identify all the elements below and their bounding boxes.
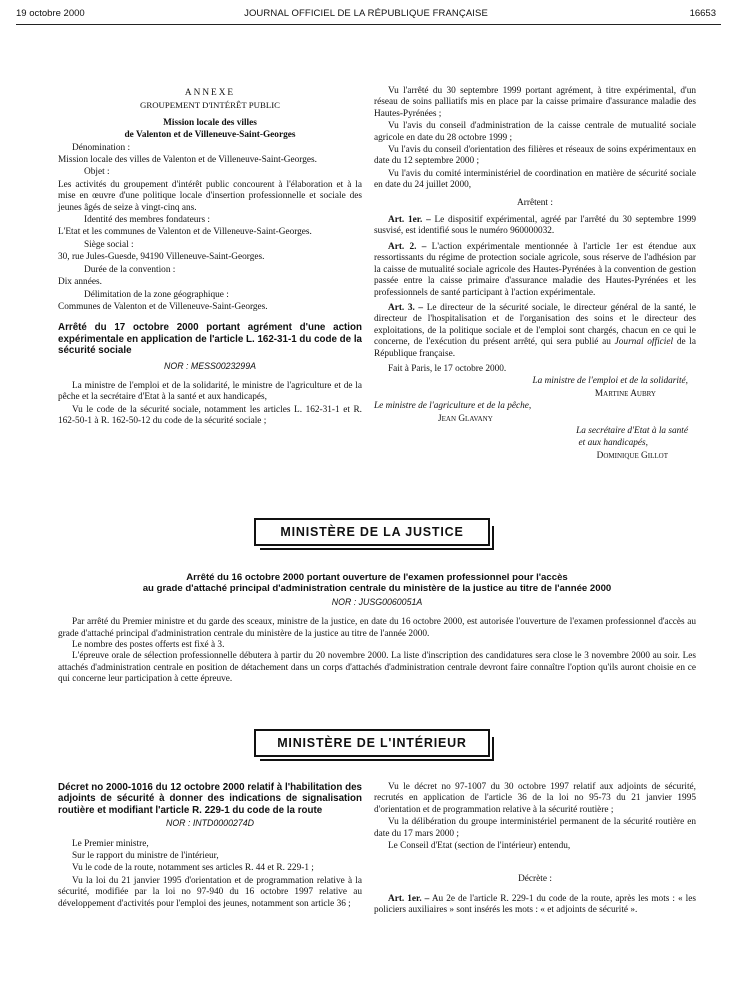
signature-2-name: Jean Glavany xyxy=(438,413,493,424)
arrete1-vu-avis-2: Vu l'avis du conseil d'orientation des filières et réseaux de soins expérimentaux en date du 12 septembre 2000 ; xyxy=(374,145,696,167)
decret-rapport: Sur le rapport du ministre de l'intérieur, xyxy=(72,851,219,862)
ministry-interieur-banner: MINISTÈRE DE L'INTÉRIEUR xyxy=(254,729,490,757)
right-column xyxy=(374,86,696,463)
decret-vu-deliberation: Vu la délibération du groupe interministériel permanent de la sécurité routière en date du 17 mars 2000 ; xyxy=(374,817,696,839)
arrete1-vu-code: Vu le code de la sécurité sociale, notamment les articles L. 162-31-1 et R. 162-50-1 à R. 162-50-12 du code de la sécurité sociale ; xyxy=(58,404,362,427)
article-2: Art. 2. – L'action expérimentale mentionnée à l'article 1er est étendue aux ressortissants du régime de protection sociale agricole, sous réserve de l'adhésion par la caisse de mutualité sociale agricole des Hautes-Pyrénées à la convention de gestion passée entre la caisse primaire d'assurance maladie des Hautes-Pyrénées et les professionnels de santé participant à l'action expérimentale. xyxy=(374,241,696,298)
justice-title-1: Arrêté du 16 octobre 2000 portant ouverture de l'examen professionnel pour l'accès xyxy=(186,572,568,583)
duree-label: Durée de la convention : xyxy=(84,264,176,275)
arrete1-nor: NOR : MESS0023299A xyxy=(164,360,256,371)
decrete: Décrète : xyxy=(518,874,552,885)
arrete1-preamble: La ministre de l'emploi et de la solidarité, le ministre de l'agriculture et de la pêche et la secrétaire d'Etat à la santé et aux handicapés, xyxy=(58,380,362,403)
signature-3-role-1: La secrétaire d'Etat à la santé xyxy=(576,425,688,436)
decret-vu-loi: Vu la loi du 21 janvier 1995 d'orientation et de programmation relative à la sécurité, modifiée par la loi no 97-940 du 16 octobre 1997 relative au développement d'activités pour l'emploi des jeunes, notamment son article 36 ; xyxy=(58,875,362,909)
mission-title-2: de Valenton et de Villeneuve-Saint-Georges xyxy=(124,130,296,141)
duree-text: Dix années. xyxy=(58,277,102,288)
denomination-text: Mission locale des villes de Valenton et de Villeneuve-Saint-Georges. xyxy=(58,155,317,166)
ministry-justice-banner: MINISTÈRE DE LA JUSTICE xyxy=(254,518,490,546)
signature-3-name: Dominique Gillot xyxy=(596,450,668,461)
justice-paragraph-3: L'épreuve orale de sélection professionnelle débutera à partir du 20 novembre 2000. La liste d'inscription des candidatures sera close le 3 novembre 2000 au soir. Les attachés d'administration centrale en position de détachement dans un corps d'attachés d'administration centrale devront faire connaître l'option qu'ils auront choisie en ce qui concerne leur participation à cette épreuve. xyxy=(58,651,696,685)
zone-text: Communes de Valenton et de Villeneuve-Saint-Georges. xyxy=(58,301,268,312)
justice-paragraph-1: Par arrêté du Premier ministre et du garde des sceaux, ministre de la justice, en date du 16 octobre 2000, est autorisée l'ouverture de l'examen professionnel d'accès au grade d'attaché principal d'administration centrale du ministère de la justice au titre de l'année 2000. xyxy=(58,617,696,639)
page-header xyxy=(16,8,716,24)
mission-title-1: Mission locale des villes xyxy=(163,117,257,128)
siege-text: 30, rue Jules-Guesde, 94190 Villeneuve-Saint-Georges. xyxy=(58,252,265,263)
justice-title-2: au grade d'attaché principal d'administration centrale du ministère de la justice au titre de l'année 2000 xyxy=(142,583,612,595)
signature-1-role: La ministre de l'emploi et de la solidarité, xyxy=(532,376,688,387)
interieur-right-column xyxy=(374,782,696,918)
denomination-label: Dénomination : xyxy=(72,142,131,153)
annexe-heading: ANNEXE xyxy=(184,88,236,98)
membres-label: Identité des membres fondateurs : xyxy=(84,215,210,226)
objet-label: Objet : xyxy=(84,167,110,178)
decret-vu-code: Vu le code de la route, notamment ses articles R. 44 et R. 229-1 ; xyxy=(72,863,314,874)
decret-title: Décret no 2000-1016 du 12 octobre 2000 relatif à l'habilitation des adjoints de sécurité à donner des indications de signalisation routière et modifiant l'article R. 229-1 du code de la route xyxy=(58,782,362,816)
justice-nor: NOR : JUSG0060051A xyxy=(331,596,423,607)
signature-1-name: Martine Aubry xyxy=(594,388,656,399)
header-rule xyxy=(16,24,721,25)
article-1: Art. 1er. – Le dispositif expérimental, agréé par l'arrêté du 30 septembre 1999 susvisé, est identifié sous le numéro 960000032. xyxy=(374,215,697,237)
journal-title: JOURNAL OFFICIEL DE LA RÉPUBLIQUE FRANÇAISE xyxy=(244,8,488,19)
membres-text: L'Etat et les communes de Valenton et de Villeneuve-Saint-Georges. xyxy=(58,227,312,238)
arretent: Arrêtent : xyxy=(517,197,553,208)
arrete1-vu-arrete: Vu l'arrêté du 30 septembre 1999 portant agrément, à titre expérimental, d'un réseau de soins palliatifs mis en place par la caisse primaire d'assurance maladie des Hautes-Pyrénées ; xyxy=(374,86,696,119)
arrete1-vu-avis-1: Vu l'avis du conseil d'administration de la caisse centrale de mutualité sociale agricole en date du 28 octobre 1999 ; xyxy=(374,121,696,143)
left-column xyxy=(58,88,362,429)
decret-premier-ministre: Le Premier ministre, xyxy=(72,838,149,849)
signature-2-role: Le ministre de l'agriculture et de la pêche, xyxy=(374,401,532,412)
decret-nor: NOR : INTD0000274D xyxy=(165,818,254,829)
justice-section xyxy=(58,572,696,686)
arrete1-vu-avis-3: Vu l'avis du comité interministériel de coordination en matière de sécurité sociale en date du 24 juillet 2000, xyxy=(374,168,696,191)
decret-conseil-etat: Le Conseil d'Etat (section de l'intérieur) entendu, xyxy=(388,841,571,852)
zone-label: Délimitation de la zone géographique : xyxy=(84,289,229,300)
signature-3-role-2: et aux handicapés, xyxy=(578,438,648,449)
fait-a-paris: Fait à Paris, le 17 octobre 2000. xyxy=(388,363,507,374)
objet-text: Les activités du groupement d'intérêt public concourent à l'élaboration et à la mise en œuvre d'une politique locale d'insertion professionnelle et sociale des jeunes âgés de seize à vingt-cinq ans. xyxy=(58,179,362,213)
arrete1-title: Arrêté du 17 octobre 2000 portant agrément d'une action expérimentale en application de l'article L. 162-31-1 du code de la sécurité sociale xyxy=(58,322,362,357)
decret-article-1: Art. 1er. – Au 2e de l'article R. 229-1 du code de la route, après les mots : « les policiers auxiliaires » sont insérés les mots : « et adjoints de sécurité ». xyxy=(374,893,697,916)
siege-label: Siège social : xyxy=(84,239,134,250)
decret-vu-decret: Vu le décret no 97-1007 du 30 octobre 1997 relatif aux adjoints de sécurité, recrutés en application de l'article 36 de la loi no 95-73 du 21 janvier 1995 d'orientation et de programmation relative à la sécurité routière ; xyxy=(374,782,696,815)
issue-date: 19 octobre 2000 xyxy=(16,8,85,19)
justice-paragraph-2: Le nombre des postes offerts est fixé à 3. xyxy=(72,640,225,651)
page-number: 16653 xyxy=(689,8,716,19)
annexe-subheading: GROUPEMENT D'INTÉRÊT PUBLIC xyxy=(139,100,281,111)
interieur-left-column xyxy=(58,782,362,911)
article-3: Art. 3. – Le directeur de la sécurité sociale, le directeur général de la santé, le directeur de l'hospitalisation et de l'organisation des soins et le directeur des exploitations, de la politique sociale et de l'emploi sont chargés, chacun en ce qui le concerne, de l'exécution du présent arrêté, qui sera publié au Journal officiel de la République française. xyxy=(374,302,697,359)
